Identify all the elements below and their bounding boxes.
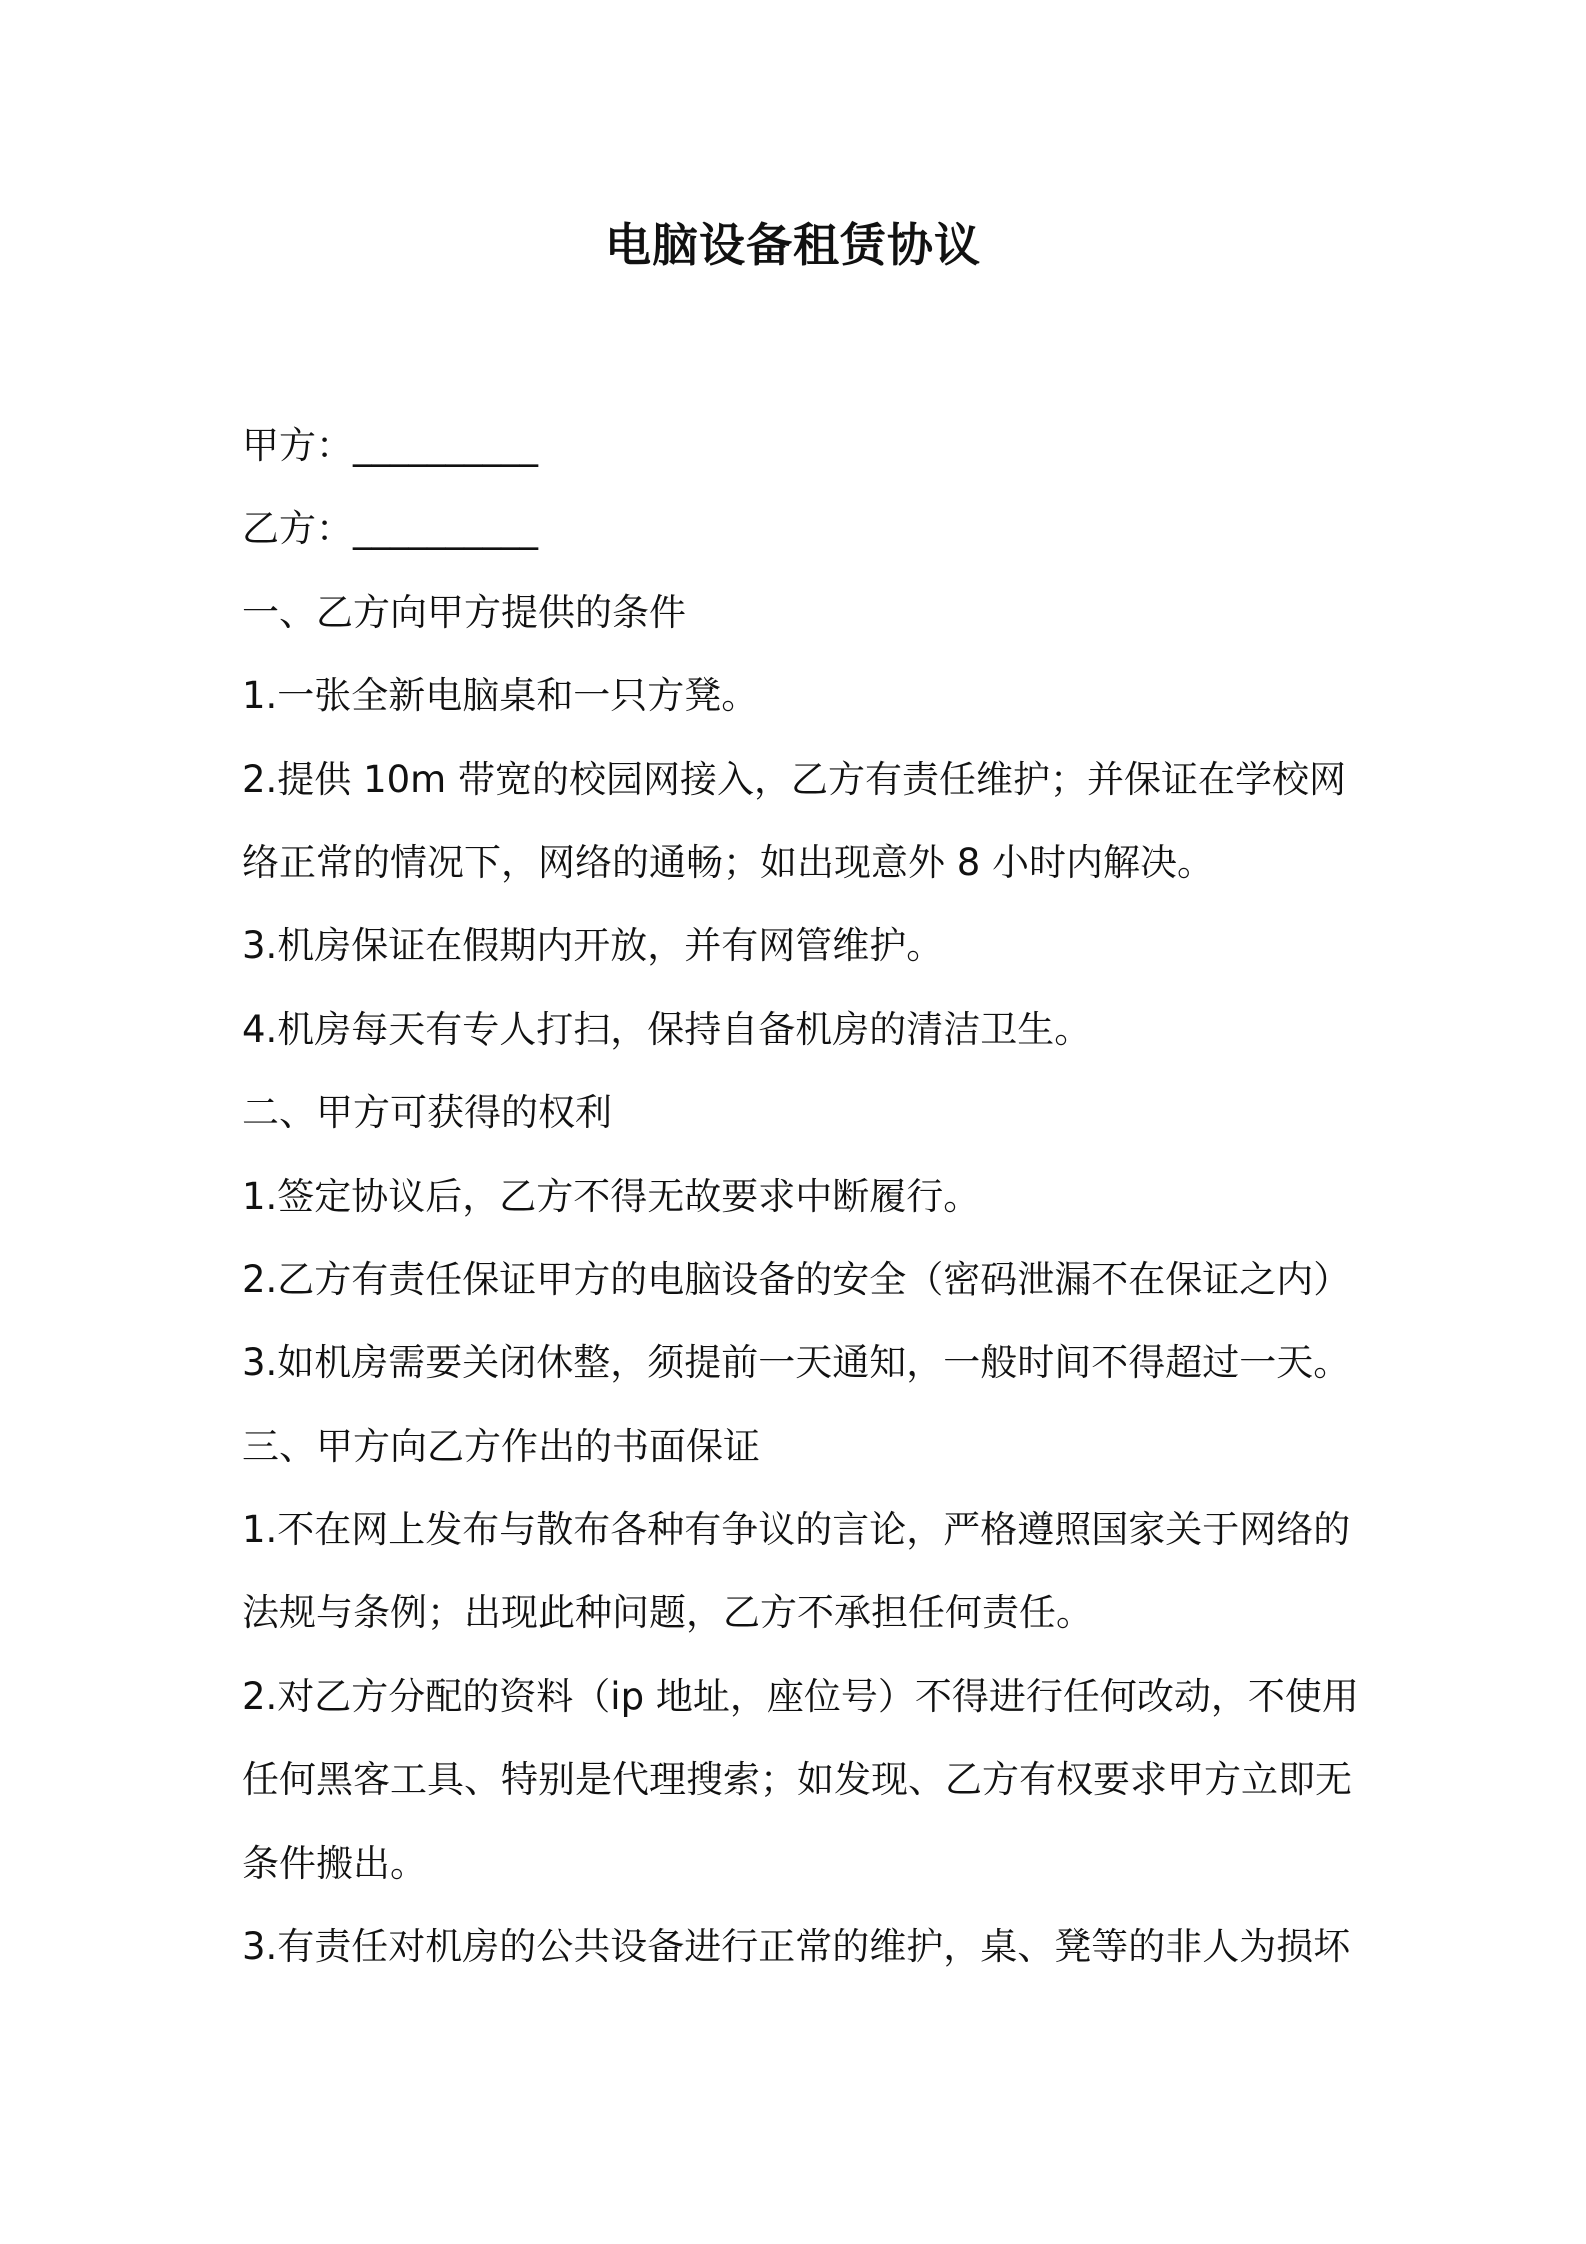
clause-line: 1.签定协议后，乙方不得无故要求中断履行。 <box>242 1174 981 1218</box>
section-heading-2: 二、甲方可获得的权利 <box>242 1091 612 1135</box>
party-a-label: 甲方： <box>242 424 353 467</box>
clause-line: 络正常的情况下，网络的通畅；如出现意外 8 小时内解决。 <box>242 840 1215 884</box>
section-heading-3: 三、甲方向乙方作出的书面保证 <box>242 1424 760 1468</box>
clause-line: 3.有责任对机房的公共设备进行正常的维护，桌、凳等的非人为损坏 <box>242 1925 1351 1969</box>
party-a-line <box>242 404 1360 487</box>
clause-line: 3.机房保证在假期内开放，并有网管维护。 <box>242 924 944 968</box>
document-title: 电脑设备租赁协议 <box>605 218 981 272</box>
clause-line: 2.乙方有责任保证甲方的电脑设备的安全（密码泄漏不在保证之内） <box>242 1257 1351 1301</box>
document-body <box>242 404 1360 1988</box>
clause-line: 4.机房每天有专人打扫，保持自备机房的清洁卫生。 <box>242 1007 1092 1051</box>
party-b-blank: __________ <box>353 507 538 551</box>
party-b-line <box>242 487 1360 570</box>
section-heading-1: 一、乙方向甲方提供的条件 <box>242 590 686 634</box>
clause-line: 法规与条例；出现此种问题，乙方不承担任何责任。 <box>242 1591 1093 1635</box>
clause-line: 1.一张全新电脑桌和一只方凳。 <box>242 674 759 718</box>
party-b-label: 乙方： <box>242 507 353 551</box>
clause-line: 3.如机房需要关闭休整，须提前一天通知，一般时间不得超过一天。 <box>242 1341 1351 1385</box>
clause-line: 任何黑客工具、特别是代理搜索；如发现、乙方有权要求甲方立即无 <box>242 1758 1352 1802</box>
party-a-blank: __________ <box>353 424 538 467</box>
clause-line: 2.对乙方分配的资料（ip 地址，座位号）不得进行任何改动，不使用 <box>242 1674 1359 1718</box>
clause-line: 条件搬出。 <box>242 1841 427 1885</box>
clause-line: 2.提供 10m 带宽的校园网接入，乙方有责任维护；并保证在学校网 <box>242 757 1346 801</box>
clause-line: 1.不在网上发布与散布各种有争议的言论，严格遵照国家关于网络的 <box>242 1508 1351 1552</box>
